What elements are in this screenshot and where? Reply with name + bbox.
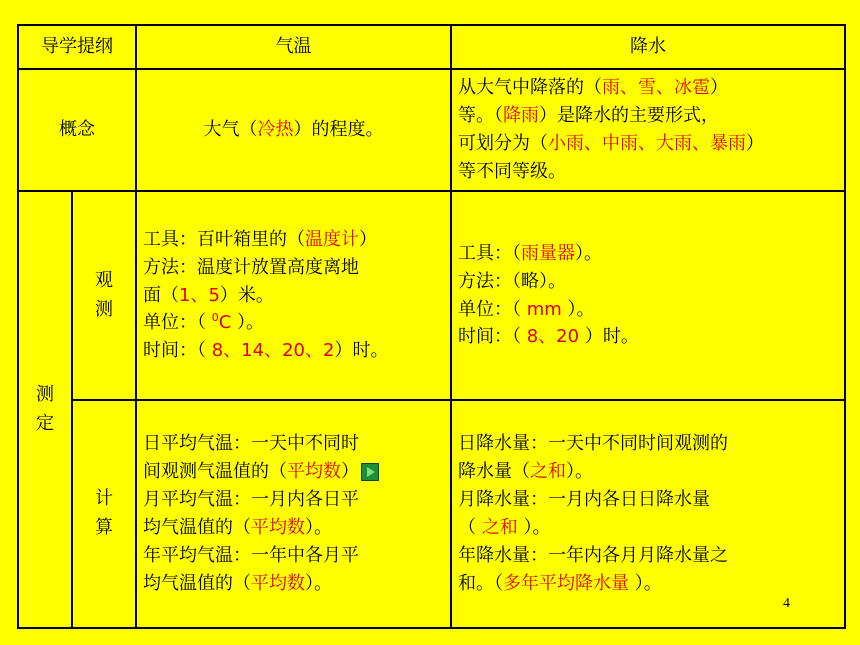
observe-precipitation-cell bbox=[451, 191, 845, 400]
line: 年平均气温：一年中各月平 bbox=[143, 544, 359, 566]
text: 时间：（ bbox=[458, 326, 527, 348]
line bbox=[458, 102, 838, 130]
line bbox=[458, 296, 838, 324]
answer: mm bbox=[526, 298, 562, 320]
text: ） bbox=[359, 228, 377, 250]
text: ）。 bbox=[231, 312, 265, 334]
line bbox=[458, 240, 838, 268]
observe-temperature-cell bbox=[136, 191, 451, 400]
line bbox=[143, 282, 444, 310]
answer: 之和 bbox=[530, 461, 566, 483]
text: ）。 bbox=[305, 572, 332, 594]
concept-precipitation-cell bbox=[451, 69, 845, 191]
line bbox=[143, 226, 444, 254]
calc-temperature-cell bbox=[136, 400, 451, 628]
concept-label: 概念 bbox=[18, 69, 136, 191]
line: 日平均气温：一天中不同时 bbox=[143, 433, 359, 455]
line: 月平均气温：一月内各日平 bbox=[143, 489, 359, 511]
line bbox=[458, 570, 838, 598]
text: ）。 bbox=[561, 298, 595, 320]
text: ）时。 bbox=[334, 340, 389, 362]
line bbox=[143, 570, 444, 598]
answer: 之和 bbox=[481, 517, 518, 538]
answer: 平均数 bbox=[251, 517, 305, 538]
text: ）米。 bbox=[219, 284, 274, 306]
calc-label-text: 计算 bbox=[95, 488, 113, 538]
text: 时间：（ bbox=[143, 340, 212, 362]
answer: 8、20 bbox=[526, 326, 580, 348]
text: （ bbox=[458, 517, 482, 538]
answer: 小雨、中雨、大雨、暴雨 bbox=[548, 133, 746, 154]
measure-label-text: 测定 bbox=[36, 383, 54, 434]
header-outline: 导学提纲 bbox=[18, 25, 136, 69]
text: 工具：百叶箱里的（ bbox=[143, 228, 305, 250]
observe-label-text: 观测 bbox=[95, 269, 113, 320]
calc-precipitation-cell bbox=[451, 400, 845, 628]
page-number: 4 bbox=[783, 596, 790, 611]
answer: 8、14、20、2 bbox=[211, 340, 335, 362]
header-row bbox=[18, 25, 845, 69]
text: 可划分为（ bbox=[458, 133, 548, 154]
answer: 雨量器 bbox=[521, 242, 575, 264]
text: 间观测气温值的（ bbox=[143, 461, 287, 483]
text: ）。 bbox=[305, 517, 332, 538]
line bbox=[458, 514, 838, 542]
text: 降水量（ bbox=[458, 461, 530, 483]
header-precipitation: 降水 bbox=[451, 25, 845, 69]
text: ）。 bbox=[575, 242, 602, 264]
answer: 1、5 bbox=[179, 284, 220, 306]
text: ）。 bbox=[629, 572, 662, 594]
answer bbox=[212, 312, 232, 333]
line bbox=[143, 337, 444, 365]
line bbox=[458, 323, 838, 351]
text: ）时。 bbox=[579, 326, 639, 348]
text: 面（ bbox=[143, 284, 179, 306]
line bbox=[143, 514, 444, 542]
answer: 雨、雪、冰雹 bbox=[602, 77, 710, 99]
text: 大气（ bbox=[203, 119, 258, 141]
line bbox=[458, 130, 838, 158]
observe-label bbox=[72, 191, 136, 400]
line bbox=[143, 458, 444, 486]
answer: 平均数 bbox=[287, 461, 341, 483]
line bbox=[458, 74, 838, 102]
text: 单位：（ bbox=[458, 298, 527, 320]
calculation-row bbox=[18, 400, 845, 628]
line: 方法：温度计放置高度离地 bbox=[143, 256, 359, 278]
calc-label bbox=[72, 400, 136, 628]
measure-label bbox=[18, 191, 72, 628]
line: 年降水量：一年内各月月降水量之 bbox=[458, 544, 728, 566]
concept-row bbox=[18, 69, 845, 191]
text: ）是降水的主要形式， bbox=[539, 105, 719, 127]
line: 日降水量：一天中不同时间观测的 bbox=[458, 433, 728, 455]
text: ） bbox=[710, 77, 728, 99]
text: ）。 bbox=[566, 461, 593, 483]
line bbox=[458, 458, 838, 486]
answer: 多年平均降水量 bbox=[503, 572, 629, 594]
outline-table bbox=[17, 24, 846, 629]
text: 从大气中降落的（ bbox=[458, 77, 602, 99]
text: 等。（ bbox=[458, 105, 503, 127]
line bbox=[143, 309, 444, 337]
answer: 降雨 bbox=[503, 105, 539, 127]
answer: 温度计 bbox=[305, 228, 359, 250]
line: 方法：（略）。 bbox=[458, 270, 566, 292]
text: 单位：（ bbox=[143, 312, 212, 334]
answer: 平均数 bbox=[251, 572, 305, 594]
degree-sup: 0 bbox=[211, 311, 219, 325]
text: ） bbox=[341, 461, 359, 483]
line: 等不同等级。 bbox=[458, 160, 566, 182]
text: ）的程度。 bbox=[293, 119, 384, 141]
text: C bbox=[218, 312, 232, 334]
text: 和。（ bbox=[458, 572, 503, 594]
text: ） bbox=[746, 133, 764, 154]
text: 均气温值的（ bbox=[143, 517, 251, 538]
answer: 冷热 bbox=[257, 119, 294, 141]
line: 月降水量：一月内各日日降水量 bbox=[458, 489, 710, 511]
observation-row bbox=[18, 191, 845, 400]
concept-temperature-cell bbox=[136, 69, 451, 191]
text: 工具：（ bbox=[458, 242, 521, 264]
play-action-icon[interactable] bbox=[361, 463, 379, 481]
text: ）。 bbox=[517, 517, 551, 538]
header-temperature: 气温 bbox=[136, 25, 451, 69]
text: 均气温值的（ bbox=[143, 572, 251, 594]
